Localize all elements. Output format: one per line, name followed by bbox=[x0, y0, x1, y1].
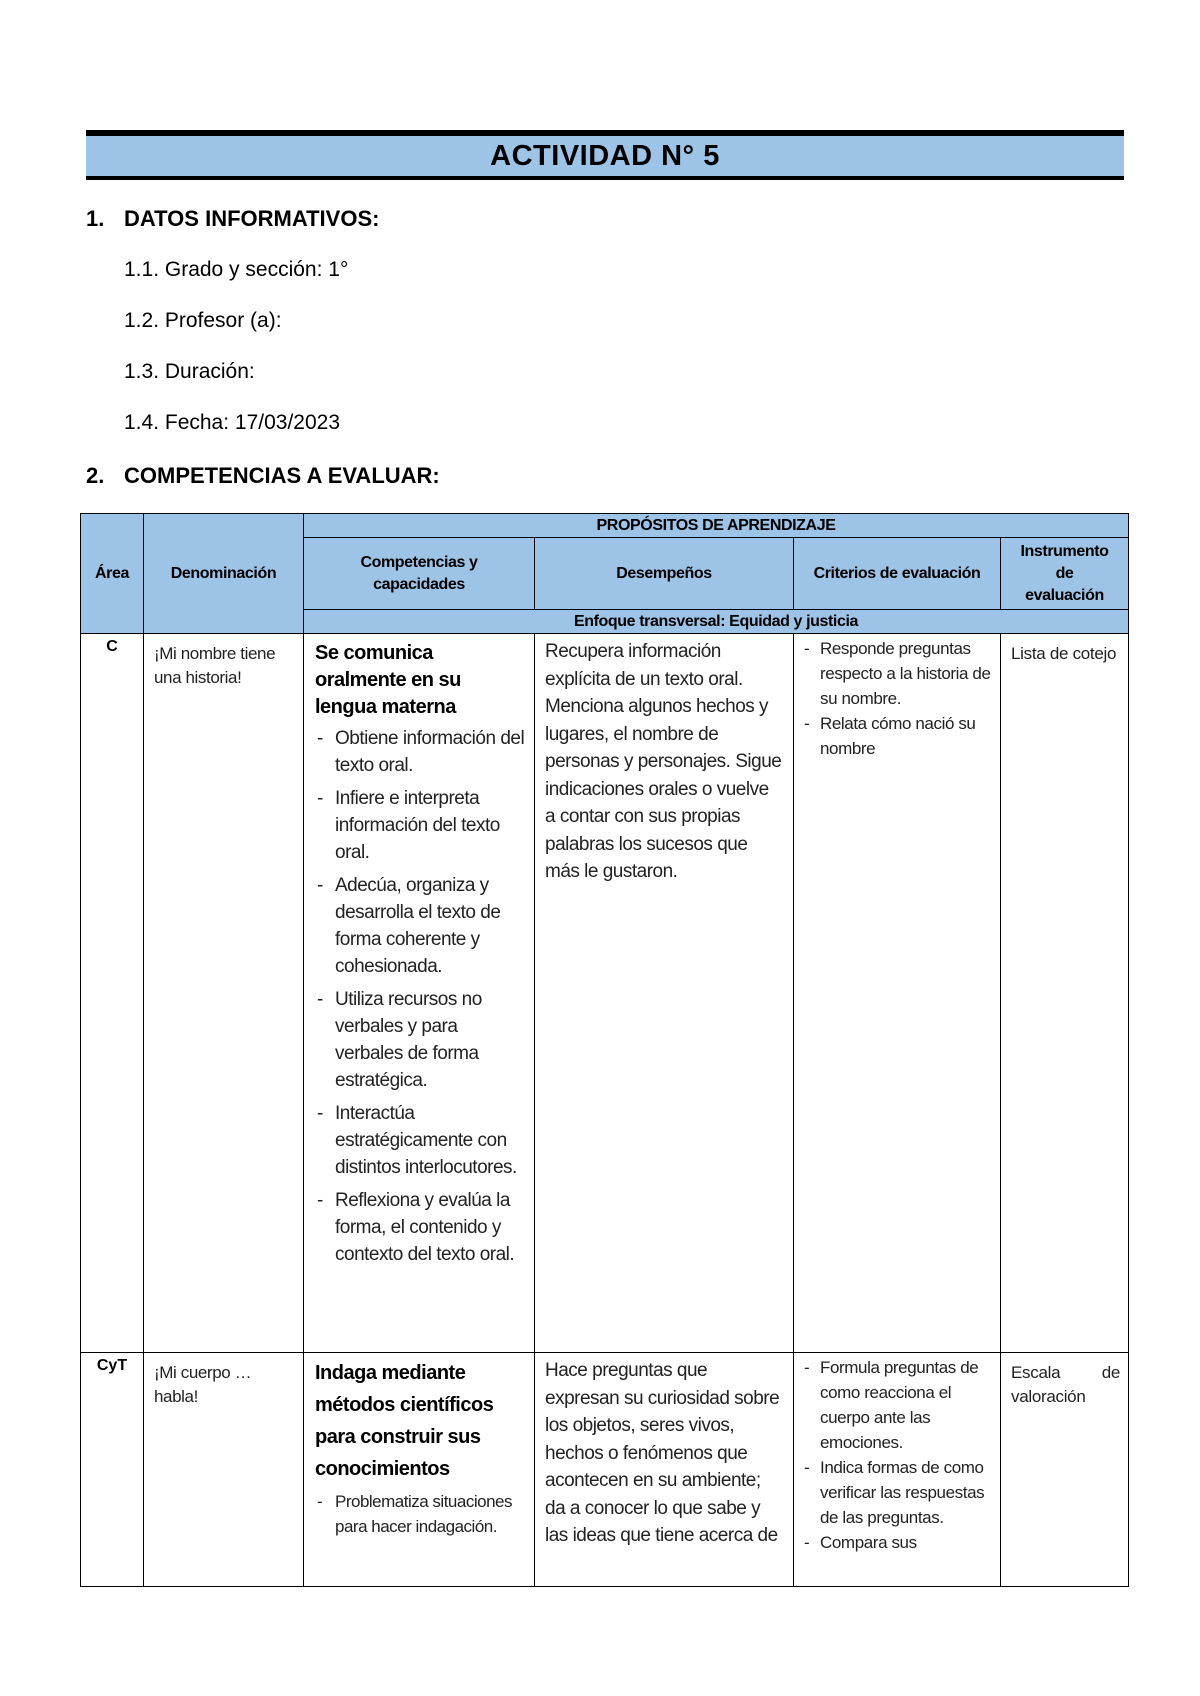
table-row bbox=[81, 634, 1129, 1353]
section-title: COMPETENCIAS A EVALUAR: bbox=[124, 463, 440, 488]
section-number: 2. bbox=[86, 463, 105, 488]
activity-title-bar bbox=[86, 130, 1124, 180]
list-item: - Reflexiona y evalúa la forma, el contenido y contexto del texto oral. bbox=[315, 1187, 526, 1268]
header-enfoque: Enfoque transversal: Equidad y justicia bbox=[304, 610, 1129, 634]
area-cell: C bbox=[81, 634, 144, 1353]
competencia-cell bbox=[304, 634, 535, 1353]
header-propositos: PROPÓSITOS DE APRENDIZAJE bbox=[304, 514, 1129, 538]
info-profesor: 1.2. Profesor (a): bbox=[124, 309, 282, 332]
header-competencias-label: Competencias y capacidades bbox=[360, 553, 478, 593]
competencia-cell bbox=[304, 1353, 535, 1587]
list-item: - Utiliza recursos no verbales y para verbales de forma estratégica. bbox=[315, 986, 526, 1094]
page-title: ACTIVIDAD N° 5 bbox=[490, 139, 720, 172]
instrumento-cell: Lista de cotejo bbox=[1001, 634, 1129, 1353]
list-item: - Responde preguntas respecto a la historia de su nombre. bbox=[798, 636, 994, 711]
competencias-table bbox=[80, 513, 1129, 1587]
capacidades-list bbox=[315, 725, 526, 1268]
header-instrumento-label: Instrumento de evaluación bbox=[1020, 542, 1109, 604]
criterios-cell bbox=[794, 634, 1001, 1353]
section-2-heading bbox=[86, 463, 440, 489]
desempeno-cell: Hace preguntas que expresan su curiosidad sobre los objetos, seres vivos, hechos o fenómenos que acontecen en su ambiente; da a conocer lo que sabe y las ideas que tiene acerca de bbox=[535, 1353, 794, 1587]
info-fecha: 1.4. Fecha: 17/03/2023 bbox=[124, 411, 340, 434]
area-cell: CyT bbox=[81, 1353, 144, 1587]
competencia-title: Indaga mediante métodos científicos para construir sus conocimientos bbox=[315, 1362, 494, 1480]
criterios-list bbox=[798, 1355, 994, 1555]
section-1-heading bbox=[86, 206, 379, 232]
info-grado: 1.1. Grado y sección: 1° bbox=[124, 258, 349, 281]
section-title: DATOS INFORMATIVOS: bbox=[124, 206, 380, 231]
denominacion-cell: ¡Mi nombre tiene una historia! bbox=[144, 634, 304, 1353]
header-criterios: Criterios de evaluación bbox=[794, 538, 1001, 610]
denominacion-cell: ¡Mi cuerpo … habla! bbox=[144, 1353, 304, 1587]
criterios-cell bbox=[794, 1353, 1001, 1587]
info-duracion: 1.3. Duración: bbox=[124, 360, 255, 383]
list-item: - Problematiza situaciones para hacer indagación. bbox=[315, 1489, 526, 1539]
list-item: - Indica formas de como verificar las respuestas de las preguntas. bbox=[798, 1455, 994, 1530]
header-instrumento bbox=[1001, 538, 1129, 610]
header-area: Área bbox=[81, 514, 144, 634]
desempeno-cell: Recupera información explícita de un texto oral. Menciona algunos hechos y lugares, el nombre de personas y personajes. Sigue indicaciones orales o vuelve a contar con sus propias palabras los sucesos que más le gustaron. bbox=[535, 634, 794, 1353]
competencia-title: Se comunica oralmente en su lengua materna bbox=[315, 642, 461, 718]
list-item: - Compara sus bbox=[798, 1530, 994, 1555]
list-item: - Formula preguntas de como reacciona el cuerpo ante las emociones. bbox=[798, 1355, 994, 1455]
header-desempenos: Desempeños bbox=[535, 538, 794, 610]
capacidades-list bbox=[315, 1489, 526, 1539]
header-denominacion: Denominación bbox=[144, 514, 304, 634]
list-item: - Relata cómo nació su nombre bbox=[798, 711, 994, 761]
list-item: - Obtiene información del texto oral. bbox=[315, 725, 526, 779]
list-item: - Adecúa, organiza y desarrolla el texto de forma coherente y cohesionada. bbox=[315, 872, 526, 980]
section-number: 1. bbox=[86, 206, 105, 231]
criterios-list bbox=[798, 636, 994, 761]
list-item: - Interactúa estratégicamente con distintos interlocutores. bbox=[315, 1100, 526, 1181]
list-item: - Infiere e interpreta información del texto oral. bbox=[315, 785, 526, 866]
table-row bbox=[81, 1353, 1129, 1587]
instrumento-cell: Escala de valoración bbox=[1001, 1353, 1129, 1587]
header-competencias bbox=[304, 538, 535, 610]
